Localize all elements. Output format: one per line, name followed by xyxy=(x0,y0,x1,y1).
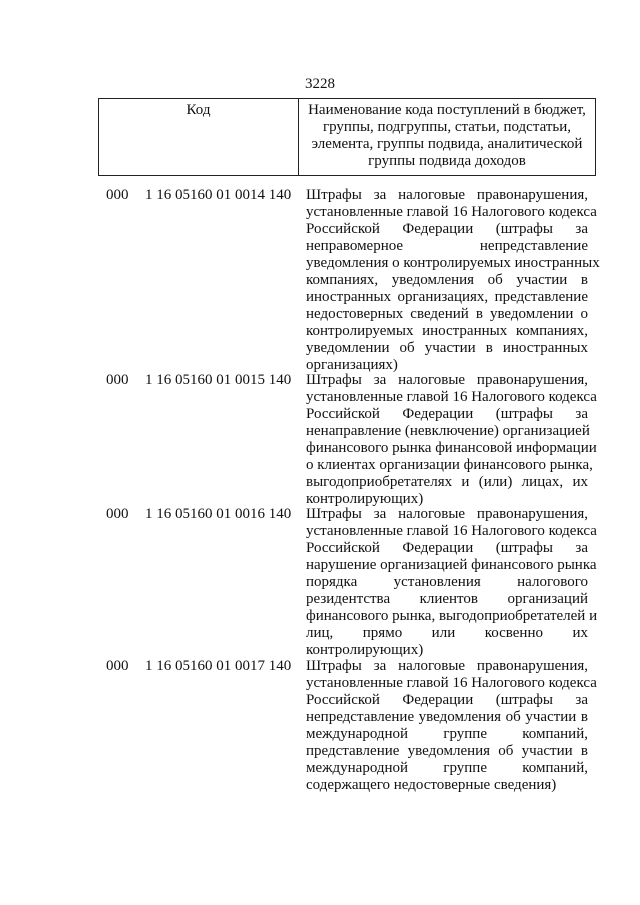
description-line: финансового рынка, выгодоприобретателей и xyxy=(306,608,598,624)
description-line: неправомерное непредставление xyxy=(306,238,588,254)
description-line: ненаправление (невключение) организацией xyxy=(306,423,590,439)
description-line: установленные главой 16 Налогового кодекса xyxy=(306,523,597,539)
description-line: Российской Федерации (штрафы за xyxy=(306,540,588,556)
description-line: порядка установления налогового xyxy=(306,574,588,590)
header-name-line: группы подвида доходов xyxy=(368,153,526,169)
header-name-line: группы, подгруппы, статьи, подстатьи, xyxy=(322,119,572,135)
description-line: Российской Федерации (штрафы за xyxy=(306,221,588,237)
description-line: Российской Федерации (штрафы за xyxy=(306,406,588,422)
description-line: контролируемых иностранных компаниях, xyxy=(306,323,588,339)
header-name-line: элемента, группы подвида, аналитической xyxy=(311,136,583,152)
description-line: установленные главой 16 Налогового кодекса xyxy=(306,389,597,405)
description-line: недостоверных сведений в уведомлении о xyxy=(306,306,588,322)
revenue-description xyxy=(306,658,597,794)
description-line: Штрафы за налоговые правонарушения, xyxy=(306,506,588,522)
description-line: содержащего недостоверные сведения) xyxy=(306,777,557,793)
revenue-description xyxy=(306,506,598,659)
description-line: Штрафы за налоговые правонарушения, xyxy=(306,187,588,203)
admin-code: 000 xyxy=(106,658,129,674)
description-line: международной группе компаний, xyxy=(306,760,588,776)
description-line: выгодоприобретателях и (или) лицах, их xyxy=(306,474,588,490)
description-line: установленные главой 16 Налогового кодекса xyxy=(306,675,597,691)
admin-code: 000 xyxy=(106,372,129,388)
description-line: иностранных организациях, представление xyxy=(306,289,588,305)
table-header xyxy=(98,98,596,176)
description-line: о клиентах организации финансового рынка, xyxy=(306,457,593,473)
header-name-cell xyxy=(299,99,595,175)
page-number: 3228 xyxy=(305,76,335,92)
description-line: представление уведомления об участии в xyxy=(306,743,588,759)
description-line: Штрафы за налоговые правонарушения, xyxy=(306,658,588,674)
description-line: уведомления о контролируемых иностранных xyxy=(306,255,600,271)
revenue-description xyxy=(306,187,600,374)
revenue-code: 1 16 05160 01 0017 140 xyxy=(145,658,292,674)
description-line: компаниях, уведомления об участии в xyxy=(306,272,588,288)
description-line: финансового рынка финансовой информации xyxy=(306,440,597,456)
description-line: Штрафы за налоговые правонарушения, xyxy=(306,372,588,388)
revenue-code: 1 16 05160 01 0014 140 xyxy=(145,187,292,203)
description-line: контролирующих) xyxy=(306,642,424,658)
description-line: организациях) xyxy=(306,357,398,373)
description-line: непредставление уведомления об участии в xyxy=(306,709,588,725)
description-line: резидентства клиентов организаций xyxy=(306,591,588,607)
description-line: лиц, прямо или косвенно их xyxy=(306,625,588,641)
header-name-line: Наименование кода поступлений в бюджет, xyxy=(308,102,586,118)
admin-code: 000 xyxy=(106,187,129,203)
admin-code: 000 xyxy=(106,506,129,522)
description-line: контролирующих) xyxy=(306,491,424,507)
revenue-description xyxy=(306,372,597,508)
description-line: уведомлении об участии в иностранных xyxy=(306,340,588,356)
description-line: международной группе компаний, xyxy=(306,726,588,742)
revenue-code: 1 16 05160 01 0015 140 xyxy=(145,372,292,388)
description-line: установленные главой 16 Налогового кодекса xyxy=(306,204,597,220)
description-line: нарушение организацией финансового рынка xyxy=(306,557,597,573)
description-line: Российской Федерации (штрафы за xyxy=(306,692,588,708)
revenue-code: 1 16 05160 01 0016 140 xyxy=(145,506,292,522)
header-code-cell: Код xyxy=(99,99,299,175)
